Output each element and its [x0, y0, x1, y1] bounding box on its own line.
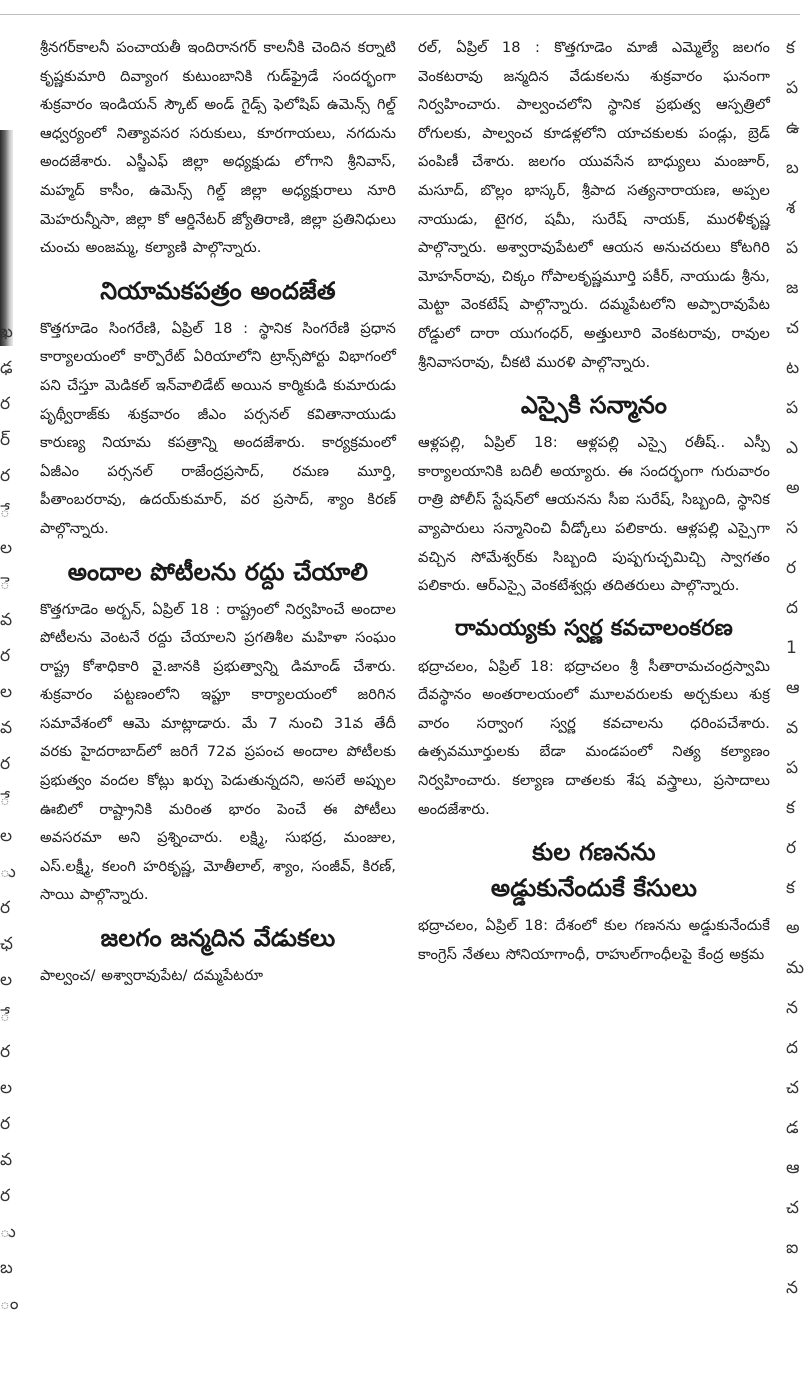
- article-si-felicitation-text: ఆళ్లపల్లి, ఏప్రిల్ 18: ఆళ్లపల్లి ఎస్సై రతీష్.. ఎస్పీ కార్యాలయానికి బదిలీ అయ్యారు. ఈ సందర్భంగా గురువారం రాత్రి పోలీస్ స్టేషన్‌లో ఆయనను సీఐ సురేష్, సిబ్బంది, స్థానిక వ్యాపారులు సన్మానించి వీడ్కోలు పలికారు. ఆళ్లపల్లి ఎస్సైగా వచ్చిన సోమేశ్వర్‌కు సిబ్బంది పుష్పగుచ్ఛమిచ్చి స్వాగతం పలికారు. ఆర్ఎస్సై వెంకటేశ్వర్లు తదితరులు పాల్గొన్నారు.: [418, 434, 770, 595]
- article-beauty-pageant-text: కొత్తగూడెం అర్బన్, ఏప్రిల్ 18 : రాష్ట్రంలో నిర్వహించే అందాల పోటీలను వెంటనే రద్దు చేయాలని ప్రగతిశీల మహిళా సంఘం రాష్ట్ర కోశాధికారి వై.జానకి ప్రభుత్వాన్ని డిమాండ్ చేశారు. శుక్రవారం పట్టణంలోని ఇప్టూ కార్యాలయంలో జరిగిన సమావేశంలో ఆమె మాట్లాడారు. మే 7 నుంచి 31వ తేదీ వరకు హైదరాబాద్‌లో జరిగే 72వ ప్రపంచ అందాల పోటీలకు ప్రభుత్వం వందల కోట్లు ఖర్చు పెడుతున్నదని, అసలే అప్పుల ఊబిలో రాష్ట్రానికి మరింత భారం పెంచే ఈ పోటీలు అవసరమా అని ప్రశ్నించారు. లక్ష్మి, సుభద్ర, మంజుల, ఎస్.లక్ష్మీ, కలంగి హరికృష్ణ, మోతీలాల్, శ్యాం, సంజీవ్, కిరణ్, సాయి పాల్గొన్నారు.: [40, 600, 396, 904]
- left-edge-glyph: ర: [0, 646, 11, 666]
- left-edge-glyph: ల: [0, 1078, 13, 1098]
- right-edge-glyph: ద: [786, 1038, 799, 1058]
- left-edge-glyph: ే: [0, 502, 10, 522]
- left-edge-glyph: ల: [0, 826, 13, 846]
- right-edge-glyph: ర: [786, 838, 797, 858]
- right-edge-glyph: క: [786, 798, 795, 818]
- right-edge-glyph: శ: [786, 198, 796, 218]
- left-edge-glyph: ఛ: [0, 934, 13, 954]
- left-edge-glyph: ర: [0, 466, 11, 486]
- right-edge-glyph: ప: [786, 78, 799, 98]
- left-edge-glyph: ు: [0, 862, 16, 882]
- right-edge-glyph: ఆ: [786, 1158, 800, 1178]
- right-edge-glyph: న: [786, 1278, 798, 1298]
- right-edge-glyph: బ: [786, 158, 799, 178]
- right-edge-glyph: వ: [786, 718, 799, 738]
- right-edge-glyph: స: [786, 518, 798, 538]
- headline-birthday-celebrations: జలగం జన్మదిన వేడుకలు: [100, 924, 336, 953]
- article-column-2: [418, 34, 770, 1384]
- left-edge-glyph: ే: [0, 1006, 10, 1026]
- right-edge-glyph: ప: [786, 758, 799, 778]
- article-caste-census-text: భద్రాచలం, ఏప్రిల్ 18: దేశంలో కుల గణనను అడ్డుకునేందుకే కాంగ్రెస్ నేతలు సోనియాగాంధీ, రాహుల్‌గాంధీలపై కేంద్ర అక్రమ: [418, 917, 770, 963]
- right-edge-glyph: న: [786, 998, 798, 1018]
- article-intro-text: శ్రీనగర్‌కాలనీ పంచాయతీ ఇందిరానగర్ కాలనీకి చెందిన కర్నాటి కృష్ణకుమారి దివ్యాంగ కుటుంబానికి గుడ్‌ఫ్రైడే సందర్భంగా శుక్రవారం ఇండియన్ స్కౌట్ అండ్ గైడ్స్ ఫెలోషిప్ ఉమెన్స్ గిల్డ్ ఆధ్వర్యంలో నిత్యావసర సరుకులు, కూరగాయలు, నగదును అందజేశారు. ఎస్జీఎఫ్ జిల్లా అధ్యక్షుడు లోగాని శ్రీనివాస్, మహ్మద్ కాసీం, ఉమెన్స్ గిల్డ్ జిల్లా అధ్యక్షురాలు నూరి మెహరున్నీసా, జిల్లా కో ఆర్డినేటర్ జ్యోతిరాణి, జిల్లా ప్రతినిధులు చుంచు అంజమ్మ, కల్యాణి పాల్గొన్నారు.: [40, 39, 396, 257]
- right-edge-glyph: ఎ: [786, 438, 799, 458]
- left-edge-glyph: ర: [0, 1114, 11, 1134]
- right-edge-glyph: చ: [786, 318, 799, 338]
- left-edge-glyph: ే: [0, 790, 10, 810]
- article-birthday-text-start: పాల్వంచ/ అశ్వారావుపేట/ దమ్మపేటరూ: [40, 967, 264, 985]
- left-edge-glyph: ర: [0, 1186, 11, 1206]
- article-column-1: [40, 34, 396, 1384]
- top-rule: [0, 14, 800, 15]
- left-cutoff-column: [0, 34, 18, 1384]
- left-edge-glyph: ర: [0, 898, 11, 918]
- left-edge-glyph: ల: [0, 970, 13, 990]
- right-edge-glyph: ఆ: [786, 678, 800, 698]
- right-edge-glyph: ప: [786, 238, 799, 258]
- headline-beauty-pageant: అందాల పోటీలను రద్దు చేయాలి: [67, 557, 369, 586]
- left-edge-glyph: ర: [0, 754, 11, 774]
- left-edge-glyph: ర: [0, 394, 11, 414]
- article-appointment-text: కొత్తగూడెం సింగరేణి, ఏప్రిల్ 18 : స్థానిక సింగరేణి ప్రధాన కార్యాలయంలో కార్పొరేట్ ఏరియాలోని ట్రాన్స్‌పోర్టు విభాగంలో పని చేస్తూ మెడికల్ ఇన్‌వాలిడేట్ అయిన కార్మికుడి కుమారుడు పృథ్వీరాజ్‌కు శుక్రవారం జీఎం పర్సనల్ కవితానాయుడు కారుణ్య నియామ కపత్రాన్ని అందజేశారు. కార్యక్రమంలో ఏజీఎం పర్సనల్ రాజేంద్రప్రసాద్, రమణ మూర్తి, పీతాంబరరావు, ఉదయ్‌కుమార్, వర ప్రసాద్, శ్యాం కిరణ్ పాల్గొన్నారు.: [40, 319, 396, 537]
- right-edge-glyph: క: [786, 878, 795, 898]
- right-edge-glyph: ఉ: [786, 118, 800, 138]
- left-edge-glyph: ం: [0, 1294, 19, 1314]
- article-golden-armour-text: భద్రాచలం, ఏప్రిల్ 18: భద్రాచలం శ్రీ సీతారామచంద్రస్వామి దేవస్థానం అంతరాలయంలో మూలవరులకు అర్చకులు శుక్ర వారం సర్వాంగ స్వర్ణ కవచాలను ధరింపచేశారు. ఉత్సవమూర్తులకు బేడా మండపంలో నిత్య కల్యాణం నిర్వహించారు. కల్యాణ దాతలకు శేష వస్త్రాలు, ప్రసాదాలు అందజేశారు.: [418, 657, 770, 818]
- headline-caste-census-line2: అడ్డుకునేందుకే కేసులు: [490, 874, 698, 903]
- left-edge-glyph: ర్: [0, 430, 11, 450]
- headline-golden-armour: రామయ్యకు స్వర్ణ కవచాలంకరణ: [455, 615, 733, 641]
- right-edge-glyph: చ: [786, 1198, 799, 1218]
- left-edge-glyph: ఢ: [0, 358, 13, 378]
- right-edge-glyph: అ: [786, 478, 800, 498]
- left-edge-glyph: ల: [0, 538, 13, 558]
- right-cutoff-column: [784, 34, 804, 1384]
- headline-caste-census-line1: కుల గణనను: [532, 838, 656, 867]
- right-edge-glyph: మ: [786, 958, 804, 978]
- right-edge-glyph: ట: [786, 358, 800, 378]
- cropped-photo: [0, 130, 13, 346]
- left-edge-glyph: ె: [0, 574, 10, 594]
- right-edge-glyph: 1: [786, 638, 797, 658]
- headline-appointment-letter: నియామకపత్రం అందజేత: [100, 276, 336, 305]
- left-edge-glyph: వ: [0, 718, 13, 738]
- right-edge-glyph: అ: [786, 918, 800, 938]
- article-birthday-text-continued: రల్, ఏప్రిల్ 18 : కొత్తగూడెం మాజీ ఎమ్మెల్యే జలగం వెంకటరావు జన్మదిన వేడుకలను శుక్రవారం ఘనంగా నిర్వహించారు. పాల్వంచలోని స్థానిక ప్రభుత్వ ఆస్పత్రిలో రోగులకు, పాల్వంచ కూడళ్లలోని యాచకులకు పండ్లు, బ్రెడ్ పంపిణీ చేశారు. జలగం యువసేన బాధ్యులు మంజూర్, మసూద్, బొల్లం భాస్కర్, శ్రీపాద సత్యనారాయణ, అప్పల నాయుడు, టైగర, షమీ, సురేష్ నాయక్, మురళీకృష్ణ పాల్గొన్నారు. అశ్వారావుపేటలో ఆయన అనుచరులు కోటగిరి మోహన్‌రావు, చిక్కం గోపాలకృష్ణమూర్తి పకీర్, నాయుడు శ్రీను, మెట్టా వెంకటేష్ పాల్గొన్నారు. దమ్మపేటలోని అప్పారావుపేట రోడ్డులో దారా యుగంధర్, అత్తులూరి వెంకటరావు, రావుల శ్రీనివాసరావు, చీకటి మురళి పాల్గొన్నారు.: [418, 39, 770, 371]
- left-edge-glyph: ు: [0, 1222, 16, 1242]
- right-edge-glyph: డ: [786, 1118, 799, 1138]
- left-edge-glyph: ల: [0, 682, 13, 702]
- left-edge-glyph: ఖ: [0, 322, 13, 342]
- right-edge-glyph: ద: [786, 598, 799, 618]
- right-edge-glyph: క: [786, 38, 795, 58]
- right-edge-glyph: చ: [786, 1078, 799, 1098]
- right-edge-glyph: జ: [786, 278, 799, 298]
- left-edge-glyph: ర: [0, 1042, 11, 1062]
- headline-si-felicitation: ఎస్సైకి సన్మానం: [520, 391, 668, 420]
- right-edge-glyph: ర: [786, 558, 797, 578]
- left-edge-glyph: బ: [0, 1258, 13, 1278]
- right-edge-glyph: ప: [786, 398, 799, 418]
- right-edge-glyph: ఐ: [786, 1238, 799, 1258]
- left-edge-glyph: వ: [0, 610, 13, 630]
- left-edge-glyph: వ: [0, 1150, 13, 1170]
